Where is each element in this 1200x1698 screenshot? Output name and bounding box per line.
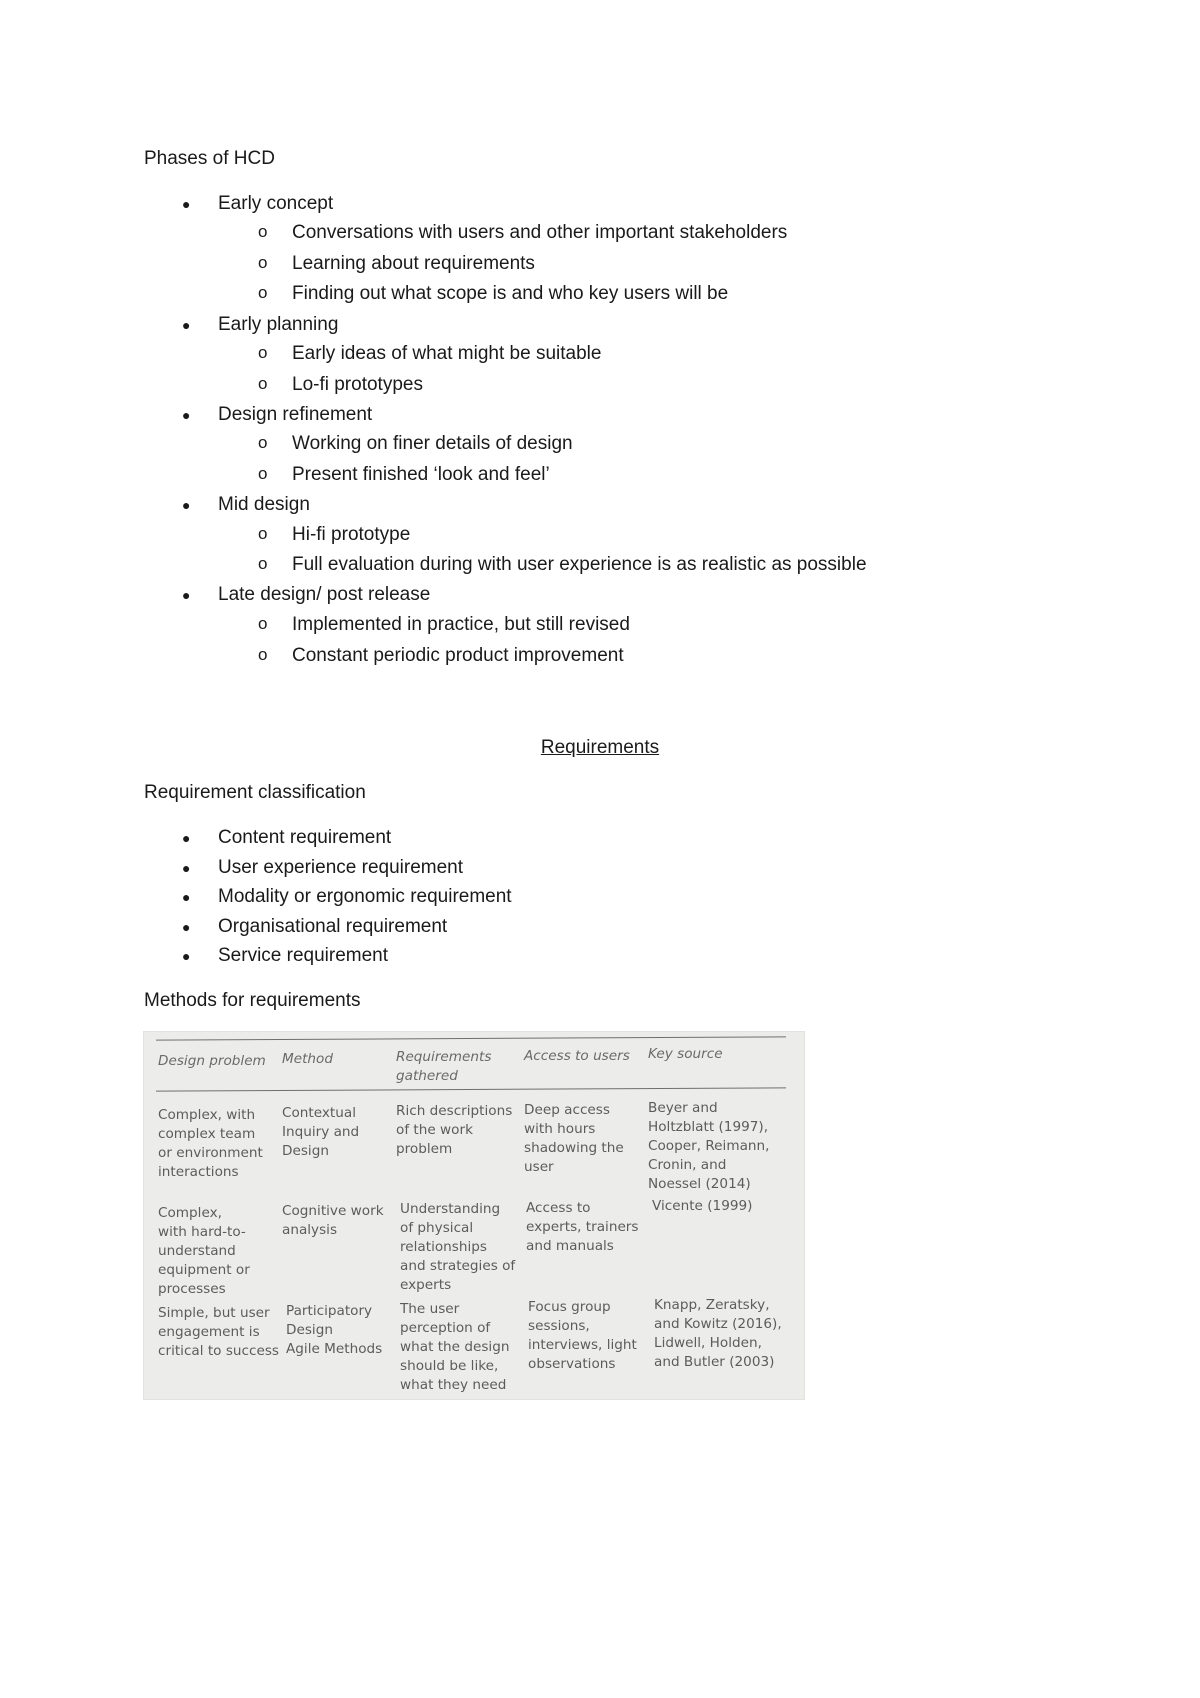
circle-bullet-icon: o <box>258 645 268 664</box>
circle-bullet-icon: o <box>258 343 268 362</box>
phase-label: Mid design <box>218 494 310 515</box>
phase-subitem-text: Finding out what scope is and who key users will be <box>292 283 729 304</box>
classification-heading: Requirement classification <box>144 782 366 803</box>
circle-bullet-icon: o <box>258 524 268 543</box>
circle-bullet-icon: o <box>258 253 268 272</box>
phase-label: Design refinement <box>218 404 373 425</box>
table-header-rule <box>156 1087 786 1091</box>
circle-bullet-icon: o <box>258 614 268 633</box>
classification-text: User experience requirement <box>218 857 464 878</box>
phase-subitem <box>258 222 788 244</box>
phase-subitem-text: Hi-fi prototype <box>292 524 411 545</box>
bullet-icon: ● <box>182 860 191 876</box>
phase-subitem <box>258 645 624 667</box>
circle-bullet-icon: o <box>258 554 268 573</box>
circle-bullet-icon: o <box>258 283 268 302</box>
bullet-icon: ● <box>182 587 191 603</box>
phase-subitem-text: Working on finer details of design <box>292 433 573 454</box>
table-header-cell: Access to users <box>524 1048 630 1064</box>
bullet-icon: ● <box>182 407 191 423</box>
table-cell: Simple, but user engagement is critical to success <box>158 1305 279 1359</box>
table-header-cell: Method <box>282 1051 333 1067</box>
methods-table-image <box>143 1031 805 1400</box>
phase-subitem-text: Lo-fi prototypes <box>292 374 423 395</box>
bullet-icon: ● <box>182 497 191 513</box>
phase-subitem <box>258 283 729 305</box>
phase-subitem <box>258 524 411 546</box>
bullet-icon: ● <box>182 919 191 935</box>
table-cell: Focus group sessions, interviews, light observations <box>528 1299 637 1372</box>
table-top-rule <box>156 1036 786 1040</box>
phase-subitem <box>258 433 573 455</box>
bullet-icon: ● <box>182 830 191 846</box>
table-cell: Complex, with hard-to- understand equipment or processes <box>158 1205 250 1297</box>
table-cell: Contextual Inquiry and Design <box>282 1105 360 1159</box>
phase-label: Late design/ post release <box>218 584 431 605</box>
circle-bullet-icon: o <box>258 464 268 483</box>
phase-subitem-text: Learning about requirements <box>292 253 535 274</box>
table-cell: The user perception of what the design should be like, what they need <box>400 1301 510 1393</box>
phase-subitem <box>258 374 423 396</box>
table-header-cell: Requirements gathered <box>396 1049 492 1084</box>
bullet-icon: ● <box>182 948 191 964</box>
phase-subitem <box>258 554 867 576</box>
classification-item <box>182 886 512 908</box>
table-header-cell: Design problem <box>158 1053 266 1069</box>
phase-item <box>182 494 310 516</box>
table-header-cell: Key source <box>648 1046 723 1062</box>
table-cell: Rich descriptions of the work problem <box>396 1103 513 1157</box>
phase-subitem <box>258 253 535 275</box>
phases-heading: Phases of HCD <box>144 148 275 169</box>
table-cell: Vicente (1999) <box>652 1198 753 1214</box>
classification-text: Service requirement <box>218 945 389 966</box>
phase-subitem-text: Present finished ‘look and feel’ <box>292 464 550 485</box>
phase-item <box>182 193 334 215</box>
classification-text: Content requirement <box>218 827 392 848</box>
phase-item <box>182 404 373 426</box>
circle-bullet-icon: o <box>258 374 268 393</box>
phase-subitem-text: Full evaluation during with user experience is as realistic as possible <box>292 554 867 575</box>
classification-item <box>182 916 448 938</box>
table-cell: Deep access with hours shadowing the user <box>524 1102 624 1175</box>
phase-item <box>182 314 339 336</box>
phase-subitem-text: Implemented in practice, but still revised <box>292 614 630 635</box>
bullet-icon: ● <box>182 889 191 905</box>
table-cell: Cognitive work analysis <box>282 1203 384 1238</box>
circle-bullet-icon: o <box>258 222 268 241</box>
phase-label: Early planning <box>218 314 339 335</box>
methods-heading: Methods for requirements <box>144 990 361 1011</box>
table-cell: Participatory Design Agile Methods <box>286 1303 383 1357</box>
phase-subitem <box>258 343 602 365</box>
phase-item <box>182 584 431 606</box>
table-cell: Understanding of physical relationships and strategies of experts <box>400 1201 516 1293</box>
phase-subitem-text: Early ideas of what might be suitable <box>292 343 602 364</box>
phase-label: Early concept <box>218 193 334 214</box>
classification-text: Organisational requirement <box>218 916 448 937</box>
table-cell: Knapp, Zeratsky, and Kowitz (2016), Lidwell, Holden, and Butler (2003) <box>654 1297 782 1370</box>
circle-bullet-icon: o <box>258 433 268 452</box>
table-cell: Access to experts, trainers and manuals <box>526 1200 639 1254</box>
classification-item <box>182 945 389 967</box>
classification-item <box>182 827 392 849</box>
phase-subitem <box>258 614 630 636</box>
classification-item <box>182 857 464 879</box>
phase-subitem-text: Constant periodic product improvement <box>292 645 624 666</box>
bullet-icon: ● <box>182 317 191 333</box>
table-cell: Complex, with complex team or environment interactions <box>158 1107 263 1180</box>
bullet-icon: ● <box>182 196 191 212</box>
table-cell: Beyer and Holtzblatt (1997), Cooper, Reimann, Cronin, and Noessel (2014) <box>648 1100 770 1192</box>
phase-subitem <box>258 464 550 486</box>
phase-subitem-text: Conversations with users and other important stakeholders <box>292 222 788 243</box>
requirements-title: Requirements <box>540 737 660 758</box>
classification-text: Modality or ergonomic requirement <box>218 886 512 907</box>
